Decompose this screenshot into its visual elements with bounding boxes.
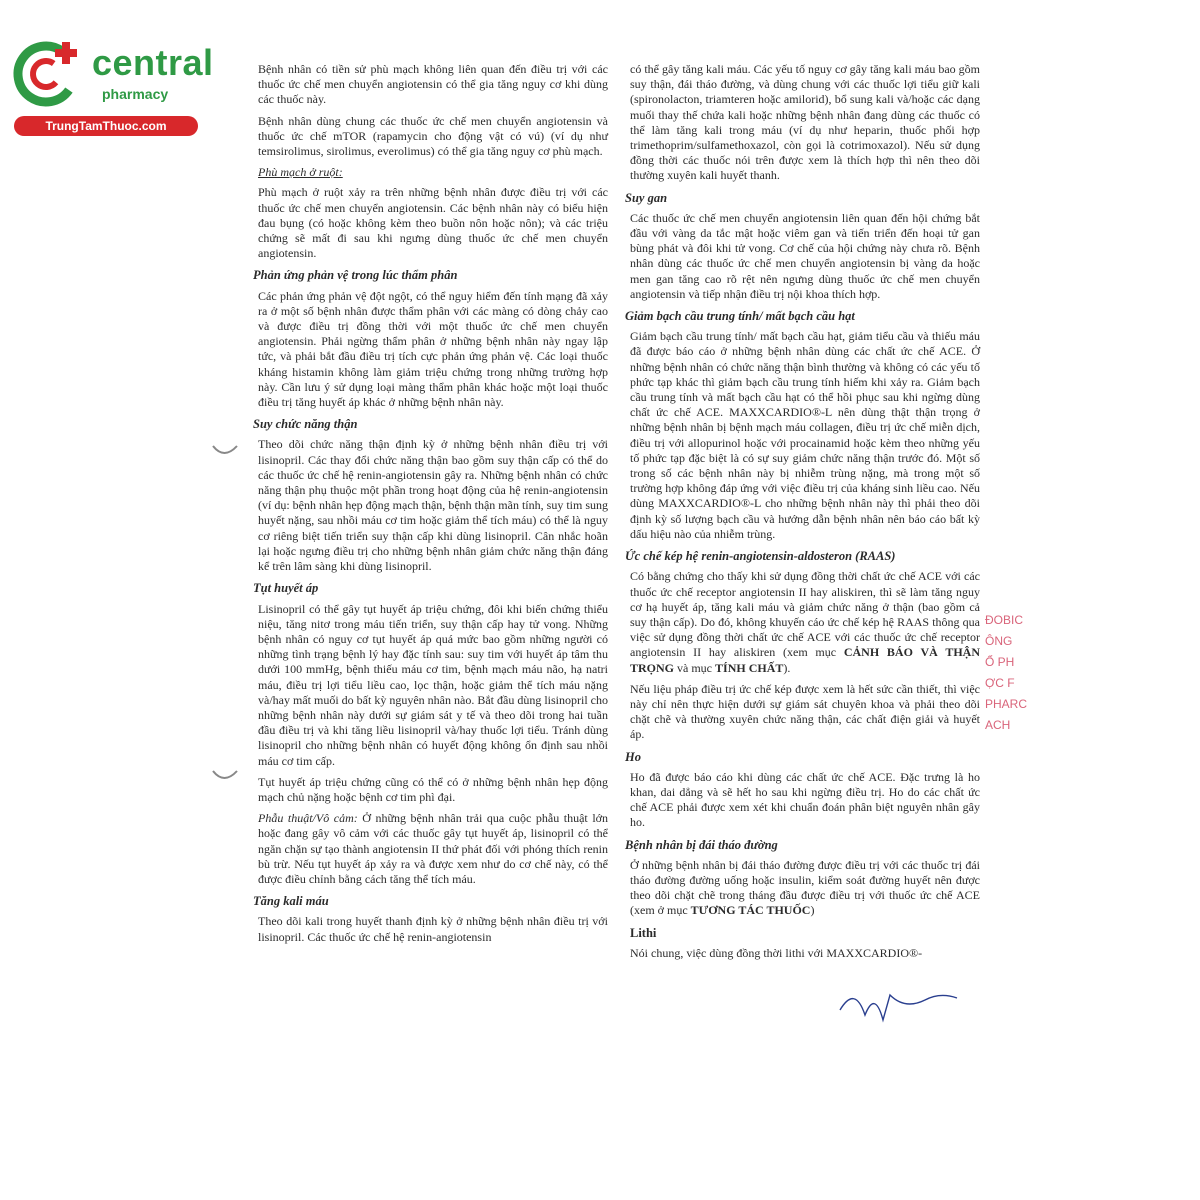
section-heading: Tăng kali máu: [253, 894, 329, 909]
paragraph-lead: Phẫu thuật/Vô cảm:: [258, 811, 358, 826]
section-heading: Suy chức năng thận: [253, 417, 358, 432]
paragraph: Giảm bạch cầu trung tính/ mất bạch cầu hạt, giảm tiểu cầu và thiếu máu đã được báo cáo ở những bệnh nhân dùng các chất ức chế ACE. Ở những bệnh nhân có chức năng thận bình thường và không có các yếu tố phức tạp khác thì giảm bạch cầu trung tính hiếm khi xảy ra. Giảm bạch cầu trung tính và mất bạch cầu hạt có thể hồi phục sau khi ngừng dùng chất ức chế ACE. MAXXCARDIO®-L nên dùng thật thận trọng ở những bệnh nhân bị bệnh mạch máu collagen, điều trị ức chế miễn dịch, điều trị với allopurinol hoặc với procainamid hoặc kèm theo những yếu tố phức tạp đặc biệt là có sự suy giảm chức năng thận trước đó. Một số trong số các bệnh nhân này bị nhiễm trùng nặng, mà trong một số trường hợp không đáp ứng với việc điều trị của kháng sinh liều cao. Nếu dùng MAXXCARDIO®-L cho những bệnh nhân này thì phải theo dõi định kỳ số lượng bạch cầu và hướng dẫn bệnh nhân nên báo cáo bất kỳ dấu hiệu nào của nhiễm trùng.: [630, 329, 980, 541]
scan-mark-icon: [210, 440, 240, 460]
logo-mark-icon: [10, 38, 90, 118]
paragraph: Bệnh nhân dùng chung các thuốc ức chế men chuyển angiotensin và thuốc ức chế mTOR (rapamycin cho động vật có vú) (ví dụ như temsirolimus, sirolimus, everolimus) có thể gia tăng nguy cơ phù mạch.: [258, 113, 608, 159]
paragraph-text: ).: [783, 660, 791, 675]
logo-brand-name: central: [92, 42, 214, 83]
paragraph-text: ): [810, 903, 815, 918]
left-text-column: [253, 62, 608, 951]
logo-website-link[interactable]: TrungTamThuoc.com: [14, 116, 198, 136]
section-heading: Suy gan: [625, 190, 668, 205]
logo-subtitle: pharmacy: [102, 86, 169, 102]
handwritten-signature-icon: [835, 980, 965, 1030]
paragraph: có thể gây tăng kali máu. Các yếu tố nguy cơ gây tăng kali máu bao gồm suy thận, đái tháo đường, và dùng chung với các thuốc lợi tiểu giữ kali (spironolacton, triamteren hoặc amilorid), bổ sung kali và/hoặc các dạng muối thay thế chứa kali hoặc những bệnh nhân đang dùng các thuốc có thể làm tăng kali trong máu (ví dụ như heparin, thuốc phối hợp trimethoprim/sulfamethoxazol, còn gọi là cotrimoxazol). Nếu sử dụng đồng thời các thuốc nói trên được xem là thích hợp thì nên theo dõi thường xuyên kali huyết thanh.: [630, 62, 980, 183]
paragraph: Phù mạch ở ruột xảy ra trên những bệnh nhân được điều trị với các thuốc ức chế men chuyển angiotensin. Các bệnh nhân này có biểu hiện đau bụng (có hoặc không kèm theo buồn nôn hoặc nôn); và các triệu chứng sẽ mất đi sau khi ngưng dùng thuốc ức chế men chuyển angiotensin.: [258, 185, 608, 261]
paragraph: Ho đã được báo cáo khi dùng các chất ức chế ACE. Đặc trưng là ho khan, dai dẳng và sẽ hết ho sau khi ngừng điều trị. Ho do các chất ức chế ACE phải được xem xét khi chuẩn đoán phân biệt nguyên nhân gây ho.: [630, 769, 980, 830]
stamp-text: ÔNG: [985, 634, 1013, 648]
central-pharmacy-logo: [10, 38, 220, 138]
stamp-text: PHARC: [985, 697, 1028, 711]
paragraph: Nói chung, việc dùng đồng thời lithi với MAXXCARDIO®-: [630, 945, 923, 960]
red-stamp: [985, 610, 1045, 750]
paragraph-text: Có bằng chứng cho thấy khi sử dụng đồng thời chất ức chế ACE với các thuốc ức chế receptor angiotensin II hay aliskiren, thì sẽ làm tăng nguy cơ hạ huyết áp, tăng kali máu và giảm chức năng ở thận (bao gồm cả suy thận cấp). Do đó, không khuyến cáo ức chế kép hệ RAAS thông qua việc sử dụng đồng thời chất ức chế ACE với các thuốc ức chế receptor angiotensin II hay aliskiren (xem mục: [630, 569, 980, 660]
section-heading: Phản ứng phản vệ trong lúc thẩm phân: [253, 268, 458, 283]
paragraph: Các phản ứng phản vệ đột ngột, có thể nguy hiểm đến tính mạng đã xảy ra ở một số bệnh nhân được thẩm phân với các màng có dòng chảy cao và được điều trị đồng thời với một thuốc ức chế men chuyển angiotensin. Phải ngừng thẩm phân ở những bệnh nhân này ngay lập tức, và phải bắt đầu điều trị tích cực phản ứng phản vệ. Các loại thuốc kháng histamin không làm giảm triệu chứng trong những trường hợp này. Cần lưu ý sử dụng loại màng thẩm phân khác hoặc một loại thuốc điều trị tăng huyết áp khác ở những bệnh nhân này.: [258, 288, 608, 410]
paragraph-text: Ở những bệnh nhân trải qua cuộc phẫu thuật lớn hoặc đang gây vô cảm với các thuốc gây tụt huyết áp, lisinopril có thể ngăn chặn sự tạo thành angiotensin II thứ phát đối với phóng thích renin bù trừ. Nếu tụt huyết áp xảy ra và được xem như do cơ chế này, có thể được điều chỉnh bằng cách tăng thể tích máu.: [258, 811, 608, 886]
paragraph: [258, 811, 608, 887]
bold-reference: CẢNH BÁO VÀ THẬN TRỌNG: [630, 645, 981, 675]
paragraph: Các thuốc ức chế men chuyển angiotensin liên quan đến hội chứng bắt đầu với vàng da tắc mật hoặc viêm gan và tiến triển đến hoại tử gan bùng phát và đôi khi tử vong. Cơ chế của hội chứng này chưa rõ. Bệnh nhân dùng các thuốc ức chế men chuyển angiotensin bị vàng da hoặc men gan tăng cao rõ rệt nên ngưng dùng thuốc ức chế men chuyển angiotensin và tiếp nhận điều trị nội khoa thích hợp.: [630, 210, 980, 301]
paragraph: Tụt huyết áp triệu chứng cũng có thể có ở những bệnh nhân hẹp động mạch chủ nặng hoặc bệnh cơ tim phì đại.: [258, 774, 608, 804]
section-heading: Ức chế kép hệ renin-angiotensin-aldosteron (RAAS): [625, 549, 896, 564]
bold-reference: TÍNH CHẤT: [715, 660, 784, 675]
subsection-heading: Phù mạch ở ruột:: [258, 165, 343, 180]
paragraph: Lisinopril có thể gây tụt huyết áp triệu chứng, đôi khi biến chứng thiểu niệu, tăng nitơ trong máu tiến triển, suy thận cấp hay tử vong. Những bệnh nhân có nguy cơ tụt huyết áp quá mức bao gồm những người có những tình trạng bệnh lý hay đặc tính sau: suy tim với huyết áp tâm thu dưới 100 mmHg, bệnh thiếu máu cơ tim, bệnh mạch máu não, hạ natri máu, điều trị lợi tiểu liều cao, lọc thận, hoặc giảm thể tích máu nặng và/hay mất muối do bất kỳ nguyên nhân nào. Bắt đầu dùng lisinopril cho những bệnh nhân này dưới sự giám sát y tế và theo dõi trong hai tuần đầu điều trị và khi tăng liều lisinopril và/hay thuốc lợi tiểu. Tránh dùng lisinopril cho những bệnh nhân có huyết động không ổn định sau nhồi máu cơ tim cấp.: [258, 601, 608, 768]
right-text-column: [625, 62, 981, 967]
stamp-text: ỢC F: [985, 676, 1015, 690]
scan-mark-icon: [210, 765, 240, 785]
paragraph: Bệnh nhân có tiền sử phù mạch không liên quan đến điều trị với các thuốc ức chế men chuyển angiotensin có thể gia tăng nguy cơ khi dùng các thuốc này.: [258, 62, 608, 107]
paragraph: Nếu liệu pháp điều trị ức chế kép được xem là hết sức cần thiết, thì việc này chỉ nên thực hiện dưới sự giám sát chuyên khoa và phải theo dõi chặt chẽ và thường xuyên chức năng thận, các chất điện giải và huyết áp.: [630, 681, 980, 742]
section-heading: Tụt huyết áp: [253, 581, 319, 596]
bold-reference: TƯƠNG TÁC THUỐC: [690, 903, 811, 918]
paragraph-text: và mục: [674, 660, 716, 675]
section-heading: Giảm bạch cầu trung tính/ mất bạch cầu hạt: [625, 309, 855, 324]
paragraph-text: Ở những bệnh nhân bị đái tháo đường được điều trị với các thuốc trị đái tháo đường đường uống hoặc insulin, kiểm soát đường huyết nên được theo dõi chặt chẽ trong tháng đầu được điều trị với thuốc ức chế ACE (xem ở mục: [630, 857, 980, 918]
paragraph: [630, 569, 980, 675]
stamp-text: ĐOBIC: [985, 613, 1024, 627]
paragraph: Theo dõi chức năng thận định kỳ ở những bệnh nhân điều trị với lisinopril. Các thay đổi chức năng thận bao gồm suy thận cấp có thể do các thuốc ức chế hệ renin-angiotensin gây ra. Những bệnh nhân có chức năng thận phụ thuộc một phần trong hoạt động của hệ renin-angiotensin (ví dụ: bệnh nhân hẹp động mạch thận, bệnh thận mãn tính, suy tim sung huyết nặng, sau nhồi máu cơ tim hoặc giảm thể tích máu) có thể là nguy cơ riêng biệt tiến triển suy thận cấp khi dùng lisinopril. Cân nhắc hoãn lại hoặc ngưng điều trị cho những bệnh nhân giảm chức năng thận đáng kể trên lâm sàng khi dùng lisinopril.: [258, 437, 608, 574]
section-heading: Ho: [625, 749, 641, 764]
stamp-text: Ổ PH: [985, 655, 1015, 669]
section-heading: Lithi: [630, 925, 657, 940]
stamp-text: ACH: [985, 718, 1011, 732]
paragraph: [630, 858, 980, 919]
section-heading: Bệnh nhân bị đái tháo đường: [625, 837, 778, 852]
paragraph: Theo dõi kali trong huyết thanh định kỳ ở những bệnh nhân điều trị với lisinopril. Các thuốc ức chế hệ renin-angiotensin: [258, 914, 608, 944]
